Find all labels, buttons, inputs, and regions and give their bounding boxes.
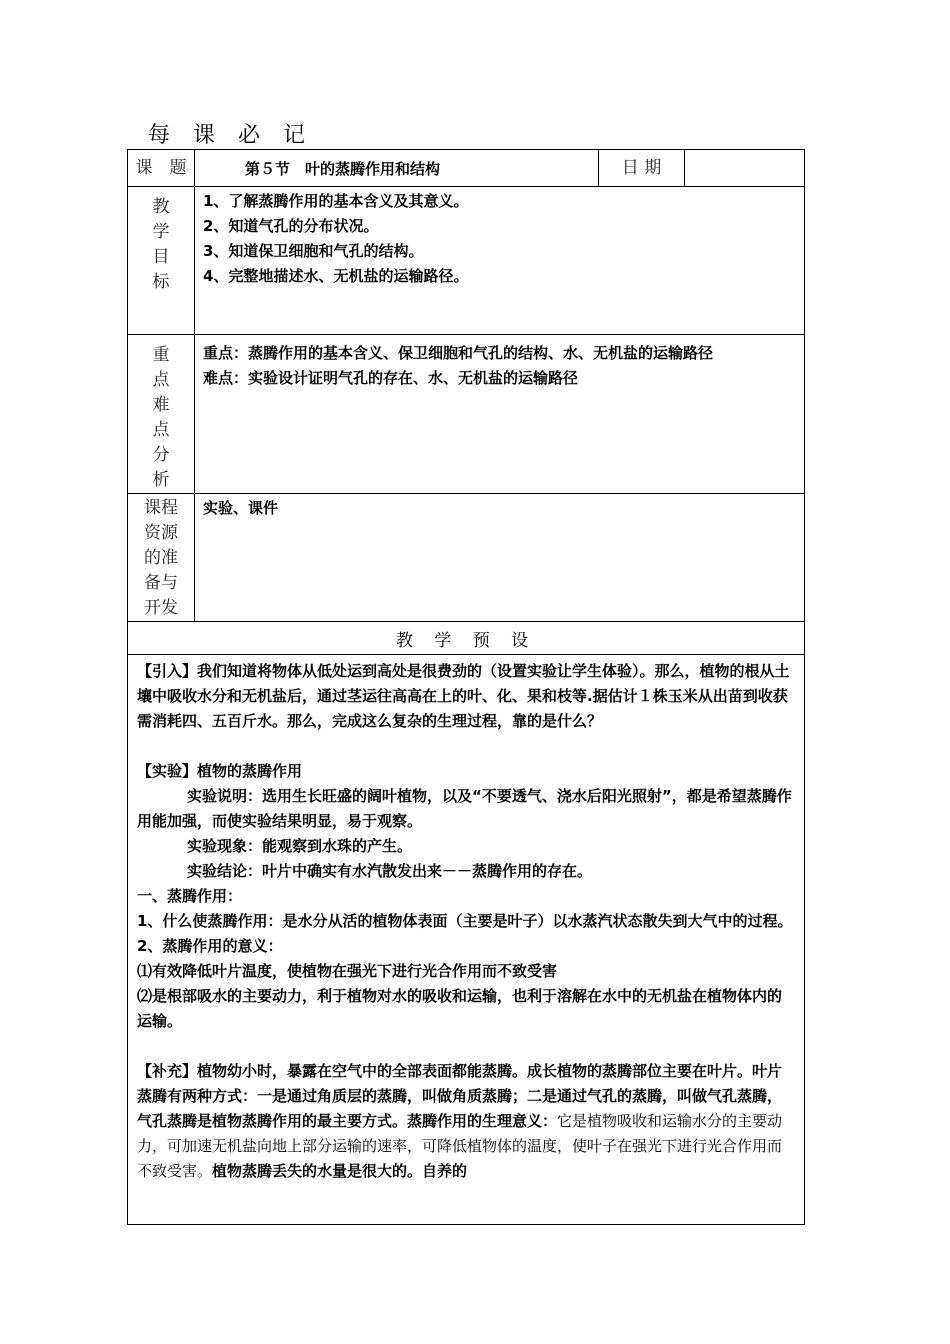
experiment-conclusion: 实验结论：叶片中确实有水汽散发出来－－蒸腾作用的存在。 xyxy=(187,862,593,880)
key-points-list xyxy=(195,335,805,494)
teaching-body xyxy=(128,655,805,1225)
key-point-item: 难点：实验设计证明气孔的存在、水、无机盐的运输路径 xyxy=(203,369,579,387)
definition-paragraph: 1、什么使蒸腾作用：是水分从活的植物体表面（主要是叶子）以水蒸汽状态散失到大气中的过程。 xyxy=(137,912,793,930)
objectives-label: 教 学 目 标 xyxy=(128,187,195,335)
experiment-phenomenon: 实验现象：能观察到水珠的产生。 xyxy=(187,837,413,855)
experiment-description: 实验说明：选用生长旺盛的阔叶植物，以及“不要透气、浇水后阳光照射”，都是希望蒸腾作用能加强，而使实验结果明显，易于观察。 xyxy=(137,787,792,830)
supplement-paragraph: 【补充】植物幼小时，暴露在空气中的全部表面都能蒸腾。成长植物的蒸腾部位主要在叶片。叶片蒸腾有两种方式：一是通过角质层的蒸腾，叫做角质蒸腾；二是通过气孔的蒸腾，叫做气孔蒸腾，气孔蒸腾是植物蒸腾作用的最主要方式。蒸腾作用的生理意义：它是植物吸收和运输水分的主要动力，可加速无机盐向地上部分运输的速率，可降低植物体的温度，使叶子在强光下进行光合作用而不致受害。植物蒸腾丢失的水量是很大的。自养的 xyxy=(137,1062,783,1180)
objectives-list xyxy=(195,187,805,335)
intro-paragraph: 【引入】我们知道将物体从低处运到高处是很费劲的（设置实验让学生体验）。那么，植物的根从土壤中吸收水分和无机盐后，通过茎运往高高在上的叶、化、果和枝等.据估计１株玉米从出苗到收获需消耗四、五百斤水。那么，完成这么复杂的生理过程，靠的是什么？ xyxy=(137,662,790,730)
resources-label: 课程 资源 的准 备与 开发 xyxy=(128,494,195,622)
objective-item: 2、知道气孔的分布状况。 xyxy=(203,217,379,235)
lesson-plan-table xyxy=(127,149,805,1225)
page-title: 每 课 必 记 xyxy=(148,123,313,148)
objective-item: 3、知道保卫细胞和气孔的结构。 xyxy=(203,242,424,260)
topic-value: 第５节 叶的蒸腾作用和结构 xyxy=(195,150,599,187)
topic-label: 课 题 xyxy=(128,150,195,187)
meaning-title: 2、蒸腾作用的意义： xyxy=(137,937,283,955)
objective-item: 4、完整地描述水、无机盐的运输路径。 xyxy=(203,267,469,285)
date-label: 日 期 xyxy=(599,150,685,187)
key-point-item: 重点：蒸腾作用的基本含义、保卫细胞和气孔的结构、水、无机盐的运输路径 xyxy=(203,344,714,362)
date-value[interactable] xyxy=(685,150,805,187)
objective-item: 1、了解蒸腾作用的基本含义及其意义。 xyxy=(203,192,469,210)
resources-value: 实验、课件 xyxy=(195,494,805,622)
teaching-section-title: 教 学 预 设 xyxy=(128,622,805,655)
meaning-item: ⑴有效降低叶片温度，使植物在强光下进行光合作用而不致受害 xyxy=(137,962,558,980)
experiment-title: 【实验】植物的蒸腾作用 xyxy=(137,762,303,780)
meaning-item: ⑵是根部吸水的主要动力，利于植物对水的吸收和运输，也利于溶解在水中的无机盐在植物体内的运输。 xyxy=(137,987,783,1030)
section-heading: 一、蒸腾作用： xyxy=(137,887,243,905)
key-points-label: 重 点 难 点 分 析 xyxy=(128,335,195,494)
